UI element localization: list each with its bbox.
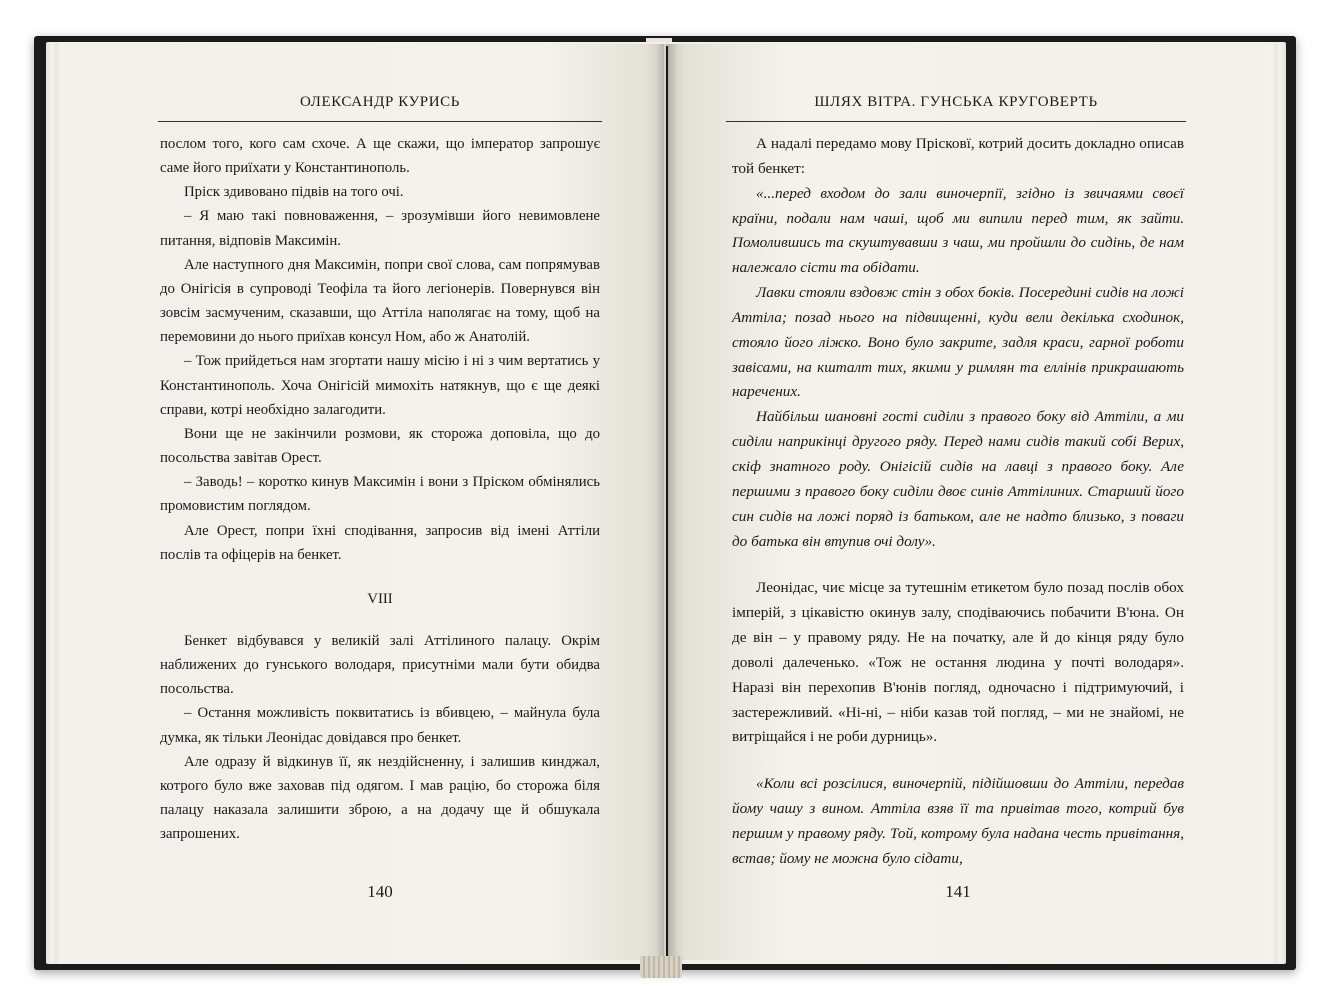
paragraph: Лавки стояли вздовж стін з обох боків. Посередині сидів на ложі Аттіла; позад нього на підвищенні, куди вели декілька сходинок, стояло його ліжко. Воно було закрите, задля краси, гарної роботи завісами, на кшталт тих, якими у римлян та еллінів прикрашають наречених. (732, 284, 1184, 401)
paragraph: – Остання можливість поквитатись із вбивцею, – майнула була думка, як тільки Леонідас довідався про бенкет. (160, 705, 600, 746)
bookmark-ribbon (640, 956, 682, 978)
paragraph: А надалі передамо мову Прісковї, котрий досить докладно описав той бенкет: (732, 135, 1184, 177)
paragraph: Але наступного дня Максимін, попри свої слова, сам попрямував до Онігісія в супроводі Теофіла та його легіонерів. Повернувся він зовсім засмученим, сказавши, що Аттіла наполягає на тому, щоб на перемовини до нього приїхав консул Ном, або ж Анатолій. (160, 256, 600, 346)
paragraph: – Заводь! – коротко кинув Максимін і вони з Пріском обмінялись промовистим поглядом. (160, 474, 600, 515)
paragraph: послом того, кого сам схоче. А ще скажи, що імператор запрошує саме його приїхати у Константинополь. (160, 136, 600, 177)
paragraph: Але Орест, попри їхні сподівання, запросив від імені Аттіли послів та офіцерів на бенкет. (160, 522, 600, 563)
book-spine-gutter (656, 44, 678, 960)
left-page-text (160, 132, 600, 846)
paragraph: – Тож прийдеться нам згортати нашу місію і ні з чим вертатись у Константинополь. Хоча Онігісій мимохіть натякнув, що є ще деякі справи, котрі необхідно залагодити. (160, 353, 600, 418)
paragraph: Пріск здивовано підвів на того очі. (184, 184, 404, 201)
left-page-number: 140 (367, 882, 393, 901)
paragraph: Леонідас, чиє місце за тутешнім етикетом було позад послів обох імперій, з цікавістю окинув залу, сподіваючись побачити В'юна. Он де він – у правому ряду. Не на початку, але й до кінця ряду було доволі далеченько. «Тож не остання людина у почті володаря». Наразі він перехопив В'юнів погляд, одночасно і підтримуючий, і застережливий. «Ні-ні, – ніби казав той погляд, – ми не знайомі, не витріщайся і не роби дурниць». (732, 579, 1184, 746)
paragraph: Вони ще не закінчили розмови, як сторожа доповіла, що до посольства завітав Орест. (160, 425, 600, 467)
right-running-head: ШЛЯХ ВІТРА. ГУНСЬКА КРУГОВЕРТЬ (814, 94, 1098, 110)
right-head-rule (726, 121, 1186, 122)
paragraph: – Я маю такі повноваження, – зрозумівши його невимовлене питання, відповів Максимін. (160, 208, 600, 249)
chapter-heading: VIII (367, 590, 393, 607)
paragraph: Бенкет відбувався у великій залі Аттілиного палацу. Окрім наближених до гунського володаря, присутніми мали бути обидва посольства. (160, 632, 600, 698)
paragraph: Найбільш шановні гості сиділи з правого боку від Аттіли, а ми сиділи наприкінці другого ряду. Перед нами сидів такий собі Верих, скіф знатного роду. Онігісій сидів на лавці з правого боку. Але першими з правого боку сиділи двоє синів Аттілиних. Старший його син сидів на ложі поряд із батьком, але не надто близько, з поваги до батька він втупив очі долу». (732, 408, 1184, 550)
left-head-rule (158, 121, 602, 122)
right-page-text (732, 132, 1184, 872)
paragraph: Але одразу й відкинув її, як нездійсненну, і залишив кинджал, котрого було вже заховав під одягом. І мав рацію, бо сторожа біля палацу наказала залишити зброю, а на додачу ще й обшукала запрошених. (160, 753, 600, 843)
paragraph: «Коли всі розсілися, виночерпій, підійшовши до Аттіли, передав йому чашу з вином. Аттіла взяв її та привітав того, котрий був першим у правому ряду. Той, котрому була надана честь привітання, встав; йому не можна було сідати, (732, 775, 1184, 867)
paragraph: «...перед входом до зали виночерпії, згідно із звичаями своєї країни, подали нам чаші, щоб ми випили перед тим, як зайти. Помолившись та скуштувавши з чаш, ми пройшли до сидінь, де нам належало сісти та обідати. (732, 184, 1184, 277)
left-running-head: ОЛЕКСАНДР КУРИСЬ (299, 94, 461, 110)
right-page-number: 141 (945, 882, 971, 901)
